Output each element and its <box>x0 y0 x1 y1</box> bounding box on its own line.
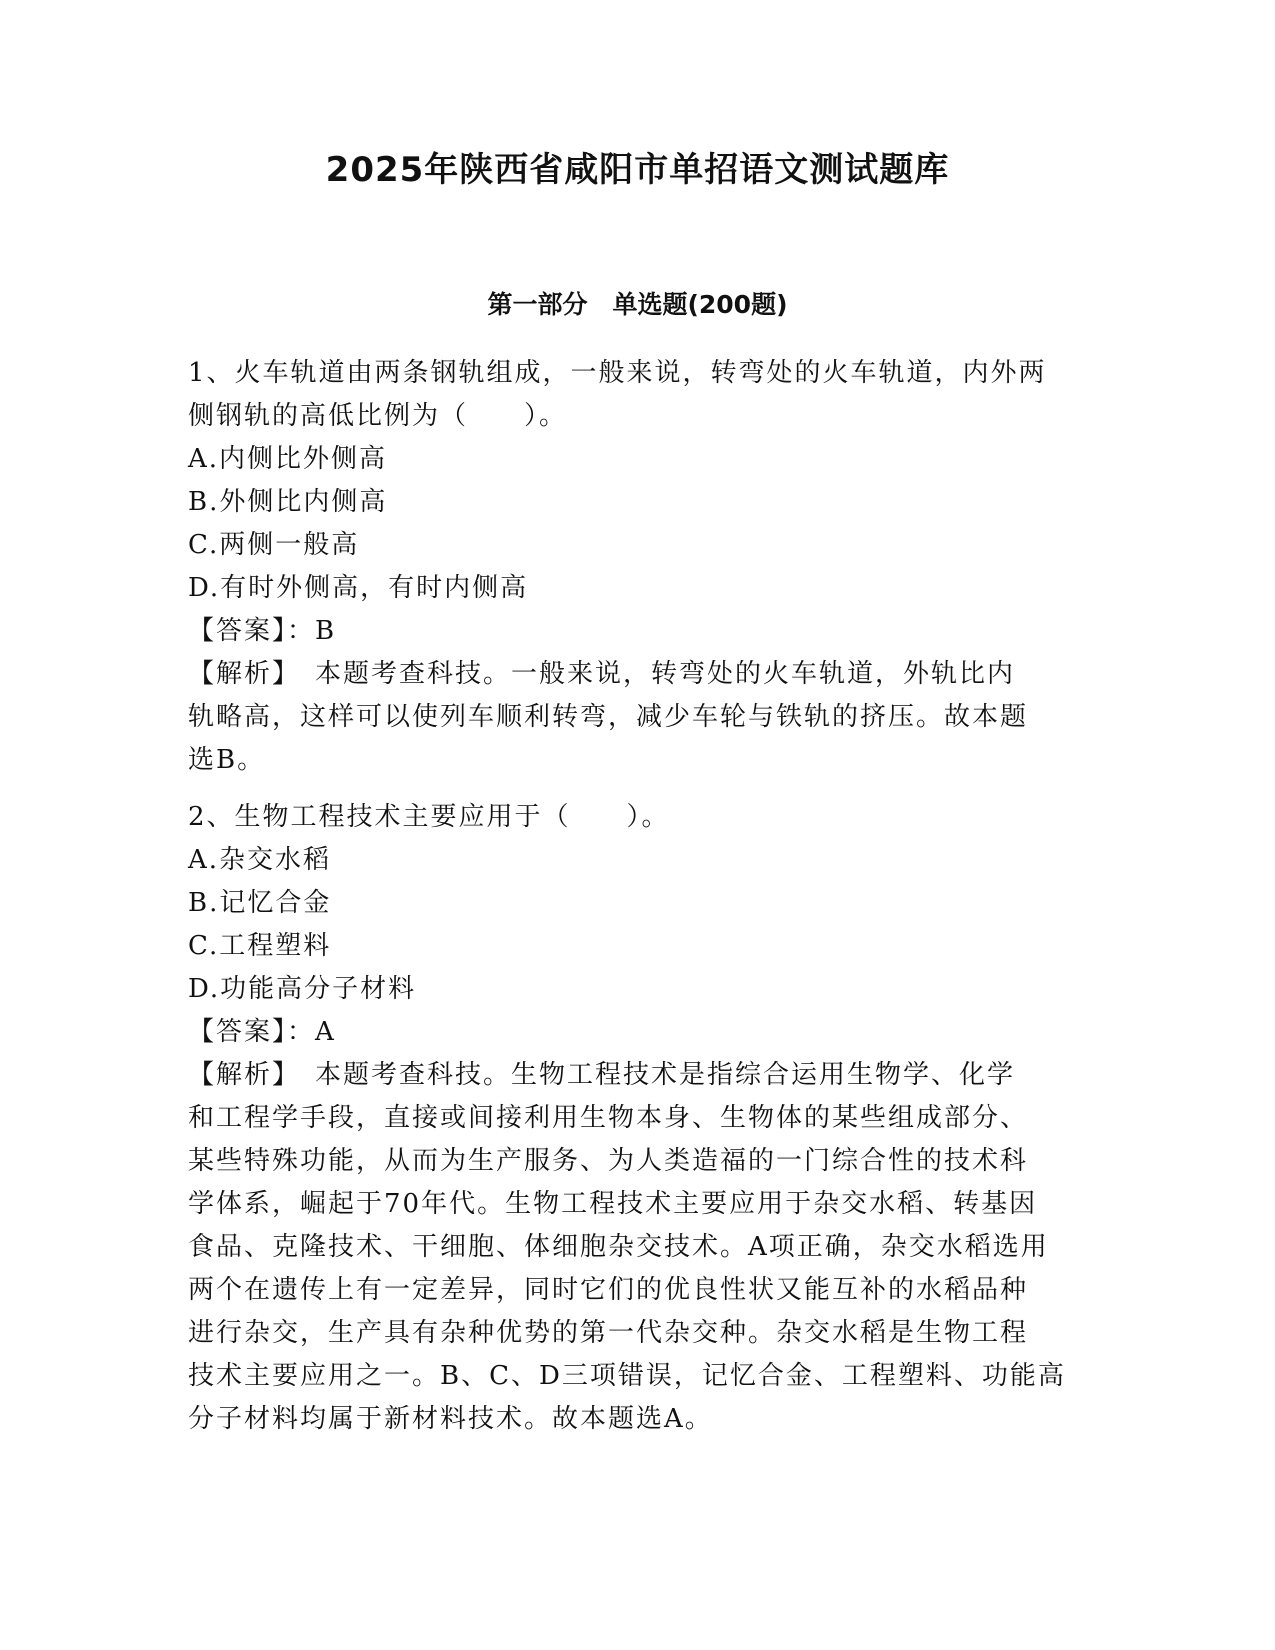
analysis-line: 【解析】 本题考查科技。生物工程技术是指综合运用生物学、化学 <box>188 1060 1016 1090</box>
question-stem-line: 2、生物工程技术主要应用于（ ）。 <box>188 802 670 832</box>
analysis-line: 某些特殊功能，从而为生产服务、为人类造福的一门综合性的技术科 <box>188 1146 1029 1176</box>
section-heading: 第一部分 单选题(200题) <box>487 290 788 319</box>
option-a: A.杂交水稻 <box>188 845 332 875</box>
analysis-line: 【解析】 本题考查科技。一般来说，转弯处的火车轨道，外轨比内 <box>188 659 1016 689</box>
question-stem-line: 1、火车轨道由两条钢轨组成，一般来说，转弯处的火车轨道，内外两 <box>188 358 1047 388</box>
analysis-line: 轨略高，这样可以使列车顺利转弯，减少车轮与铁轨的挤压。故本题 <box>188 702 1029 732</box>
document-title: 2025年陕西省咸阳市单招语文测试题库 <box>325 150 950 190</box>
option-b: B.记忆合金 <box>188 888 332 918</box>
option-c: C.两侧一般高 <box>188 530 360 560</box>
question-list <box>188 352 1088 1441</box>
question-spacer <box>188 782 1088 796</box>
analysis-line: 技术主要应用之一。B、C、D三项错误，记忆合金、工程塑料、功能高 <box>188 1361 1066 1391</box>
option-d: D.功能高分子材料 <box>188 974 417 1004</box>
analysis-line: 选B。 <box>188 745 266 775</box>
analysis-line: 进行杂交，生产具有杂种优势的第一代杂交种。杂交水稻是生物工程 <box>188 1318 1029 1348</box>
option-c: C.工程塑料 <box>188 931 332 961</box>
analysis-line: 食品、克隆技术、干细胞、体细胞杂交技术。A项正确，杂交水稻选用 <box>188 1232 1049 1262</box>
answer-line: 【答案】：B <box>188 616 337 646</box>
question-1 <box>188 352 1088 782</box>
question-stem-line: 侧钢轨的高低比例为（ ）。 <box>188 401 568 431</box>
analysis-line: 学体系，崛起于70年代。生物工程技术主要应用于杂交水稻、转基因 <box>188 1189 1038 1219</box>
analysis-line: 分子材料均属于新材料技术。故本题选A。 <box>188 1404 713 1434</box>
option-d: D.有时外侧高，有时内侧高 <box>188 573 529 603</box>
analysis-line: 和工程学手段，直接或间接利用生物本身、生物体的某些组成部分、 <box>188 1103 1029 1133</box>
option-a: A.内侧比外侧高 <box>188 444 388 474</box>
option-b: B.外侧比内侧高 <box>188 487 388 517</box>
question-2 <box>188 796 1088 1441</box>
answer-line: 【答案】：A <box>188 1017 336 1047</box>
analysis-line: 两个在遗传上有一定差异，同时它们的优良性状又能互补的水稻品种 <box>188 1275 1029 1305</box>
